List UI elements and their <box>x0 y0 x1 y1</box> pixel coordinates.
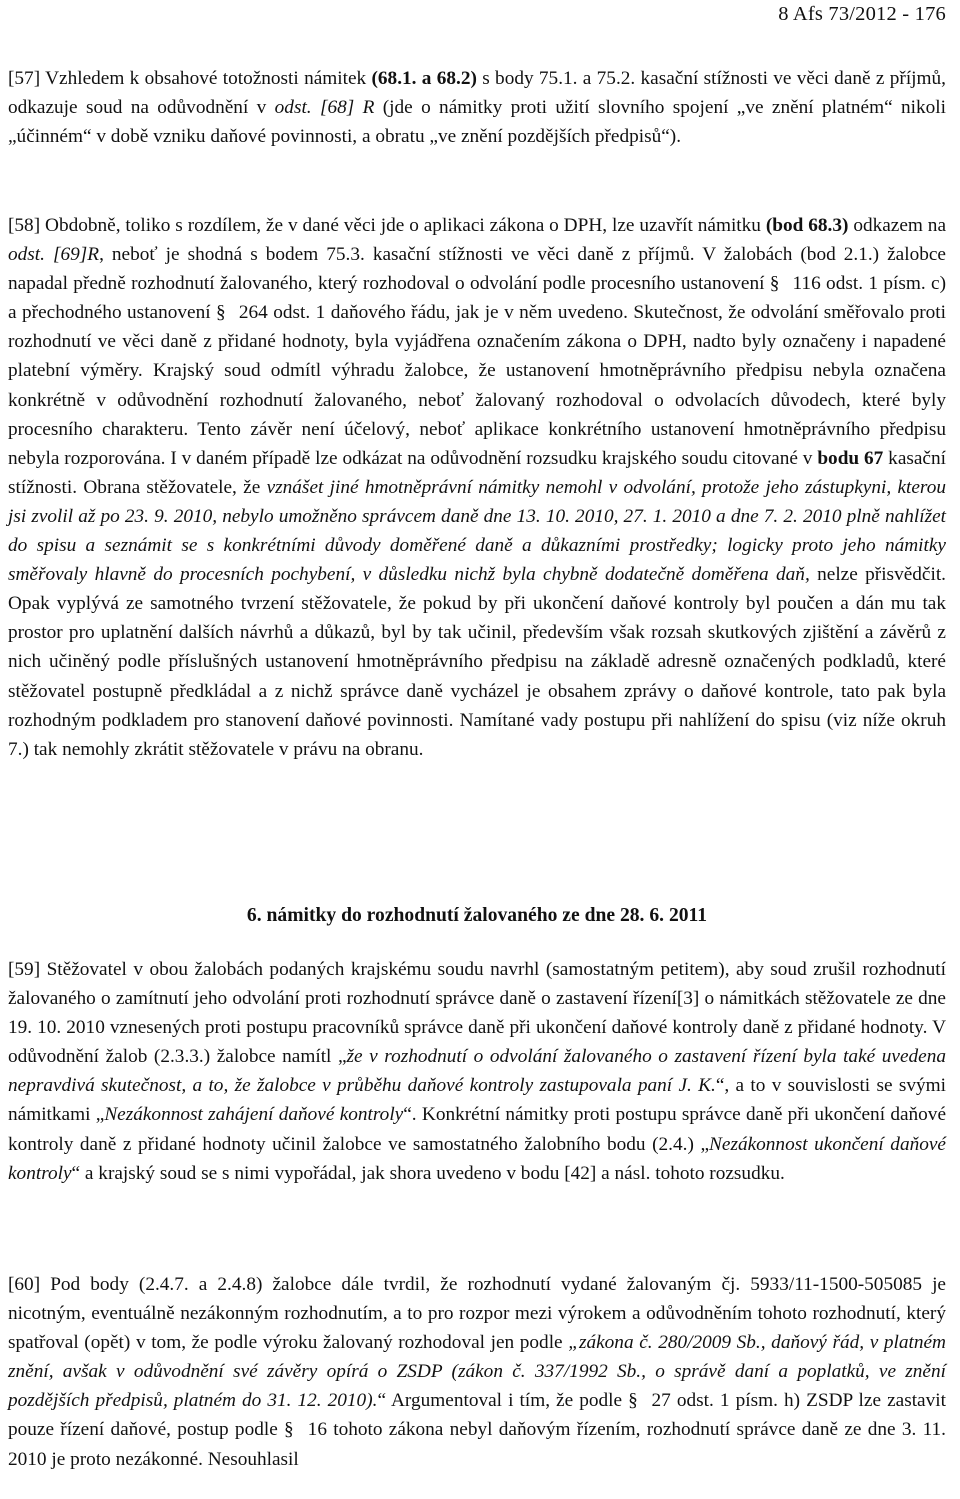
paragraph-number: [60] <box>8 1274 41 1295</box>
text-run: “ Argumentoval i tím, že podle <box>377 1390 629 1412</box>
section-sign: § <box>769 273 780 295</box>
text-run: “. Konkrétní námitky proti postupu správce daně při ukončení daňové kontroly daně z přidané hodnoty učinil žalobce ve samostatného žalobního bodu (2.4.) „ <box>8 1104 947 1155</box>
section-sign: § <box>216 302 226 324</box>
text-run: “ a krajský soud se s nimi vypořádal, jak shora uvedeno v bodu [42] a násl. tohoto rozsudku. <box>71 1162 785 1184</box>
paragraph-59-text <box>8 955 946 1188</box>
section-heading: 6. námitky do rozhodnutí žalovaného ze dne 28. 6. 2011 <box>246 905 708 926</box>
paragraph-57 <box>8 64 946 151</box>
text-run: 27 odst. 1 písm. h) ZSDP lze zastavit pouze řízení daňové, postup podle <box>8 1390 946 1441</box>
text-run: kasační stížnosti. Obrana stěžovatele, že <box>8 447 946 498</box>
italic-run: vznášet jiné hmotněprávní námitky nemohl v odvolání, protože jeho zástupkyni, kterou jsi zvolil až po 23. 9. 2010, nebylo umožněno správcem daně dne 13. 10. 2010, 27. 1. 2010 a dne 7. 2. 2010 plně nahlížet do spisu a seznámit se s konkrétními důvody doměřené daně a důkazními prostředky; logicky proto jeho námitky směřovaly hlavně do procesních pochybení, v důsledku nichž byla chybně dodatečně doměřena daň, <box>8 476 947 586</box>
text-run: Obdobně, toliko s rozdílem, že v dané věci jde o aplikaci zákona o DPH, lze uzavřít námitku <box>40 215 766 236</box>
text-run: 16 tohoto zákona nebyl daňovým řízením, rozhodnutí správce daně ze dne 3. 11. 2010 je proto nezákonné. Nesouhlasil <box>8 1419 946 1470</box>
text-run: 264 odst. 1 daňového řádu, jak je v něm uvedeno. Skutečnost, že odvolání směřovalo proti rozhodnutí ve věci daně z přidané hodnoty, byla vyjádřena označením zákona o DPH, nadto byly označeny i napadené platební výměry. Krajský soud odmítl výhradu žalobce, že ustanovení hmotněprávního předpisu nebyla označena konkrétně v odůvodnění rozhodnutí žalovaného, neboť žalovaný rozhodoval o odvolacích důvodech, které byly procesního charakteru. Tento závěr není účelový, neboť aplikace konkrétního ustanovení hmotněprávního předpisu nebyla rozporována. I v daném případě lze odkázat na odůvodnění rozsudku krajského soudu citované v <box>8 302 946 469</box>
italic-run: odst. [68] R <box>274 97 375 119</box>
paragraph-58-text <box>8 211 946 764</box>
paragraph-number: [58] <box>8 215 41 236</box>
paragraph-60-text <box>8 1270 946 1474</box>
bold-run: (bod 68.3) <box>765 215 849 236</box>
text-run: “, a to v souvislosti se svými námitkami „ <box>8 1075 946 1126</box>
text-run: Vzhledem k obsahové totožnosti námitek <box>40 68 372 89</box>
paragraph-59 <box>8 955 946 1188</box>
bold-run: bodu 67 <box>817 447 884 469</box>
italic-run: Nezákonnost ukončení daňové kontroly <box>8 1133 946 1184</box>
paragraph-58 <box>8 211 946 764</box>
paragraph-number: [57] <box>8 68 41 89</box>
paragraph-60 <box>8 1270 946 1474</box>
text-run: (jde o námitky proti užití slovního spojení „ve znění platném“ nikoli „účinném“ v době vzniku daňové povinnosti, a obratu „ve znění pozdějších předpisů“). <box>8 97 947 148</box>
text-run: , neboť je shodná s bodem 75.3. kasační stížnosti ve věci daně z příjmů. V žalobách (bod 2.1.) žalobce napadal předně rozhodnutí žalovaného, který rozhodoval o odvolání podle procesního ustanovení <box>8 244 946 295</box>
case-reference: 8 Afs 73/2012 - 176 <box>778 3 946 25</box>
italic-run: Nezákonnost zahájení daňové kontroly <box>104 1104 404 1126</box>
bold-run: (68.1. a 68.2) <box>371 68 477 89</box>
section-sign: § <box>284 1419 294 1441</box>
italic-run: že v rozhodnutí o odvolání žalovaného o zastavení řízení byla také uvedena nepravdivá skutečnost, a to, že žalobce v průběhu daňové kontroly zastupovala paní J. K. <box>8 1046 946 1097</box>
text-run: Pod body (2.4.7. a 2.4.8) žalobce dále tvrdil, že rozhodnutí vydané žalovaným čj. 5933/11-1500-505085 je nicotným, eventuálně nezákonným rozhodnutím, a to pro rozpor mezi výrokem a odůvodněním tohoto rozhodnutí, který spatřoval (opět) v tom, že podle výroku žalovaný rozhodoval jen podle <box>8 1274 946 1354</box>
text-run: s body 75.1. a 75.2. kasační stížnosti ve věci daně z příjmů, odkazuje soud na odůvodnění v <box>8 68 946 119</box>
text-run: odkazem na <box>848 215 946 236</box>
text-run: nelze přisvědčit. Opak vyplývá ze samotného tvrzení stěžovatele, že pokud by při ukončení daňové kontroly byl poučen a dán mu tak prostor pro uplatnění dalších návrhů a důkazů, byl by tak učinil, především však rozsah skutkových zjištění a závěrů z nich učiněný podle příslušných ustanovení hmotněprávního předpisu na základě adresně označených podkladů, které stěžovatel postupně předkládal a z nichž správce daně vycházel je obsahem zprávy o daňové kontrole, tato pak byla rozhodným podkladem pro stanovení daňové povinnosti. Namítané vady postupu při nahlížení do spisu (viz níže okruh 7.) tak nemohly zkrátit stěžovatele v právu na obranu. <box>8 564 946 760</box>
text-run: 116 odst. 1 písm. c) a přechodného ustanovení <box>8 273 946 324</box>
italic-run: „zákona č. 280/2009 Sb., daňový řád, v platném znění, avšak v odůvodnění své závěry opírá o ZSDP (zákon č. 337/1992 Sb., o správě daní a poplatků, ve znění pozdějších předpisů, platném do 31. 12. 2010). <box>8 1332 946 1412</box>
text-run: Stěžovatel v obou žalobách podaných krajskému soudu navrhl (samostatným petitem), aby soud zrušil rozhodnutí žalovaného o zamítnutí jeho odvolání proti rozhodnutí správce daně o zastavení řízení[3] o námitkách stěžovatele ze dne 19. 10. 2010 vznesených proti postupu pracovníků správce daně při ukončení daňové kontroly daně z přidané hodnoty. V odůvodnění žalob (2.3.3.) žalobce namítl „ <box>8 959 946 1068</box>
paragraph-number: [59] <box>8 959 41 980</box>
italic-run: odst. [69]R <box>8 244 100 266</box>
paragraph-57-text <box>8 64 946 151</box>
section-sign: § <box>628 1390 638 1412</box>
